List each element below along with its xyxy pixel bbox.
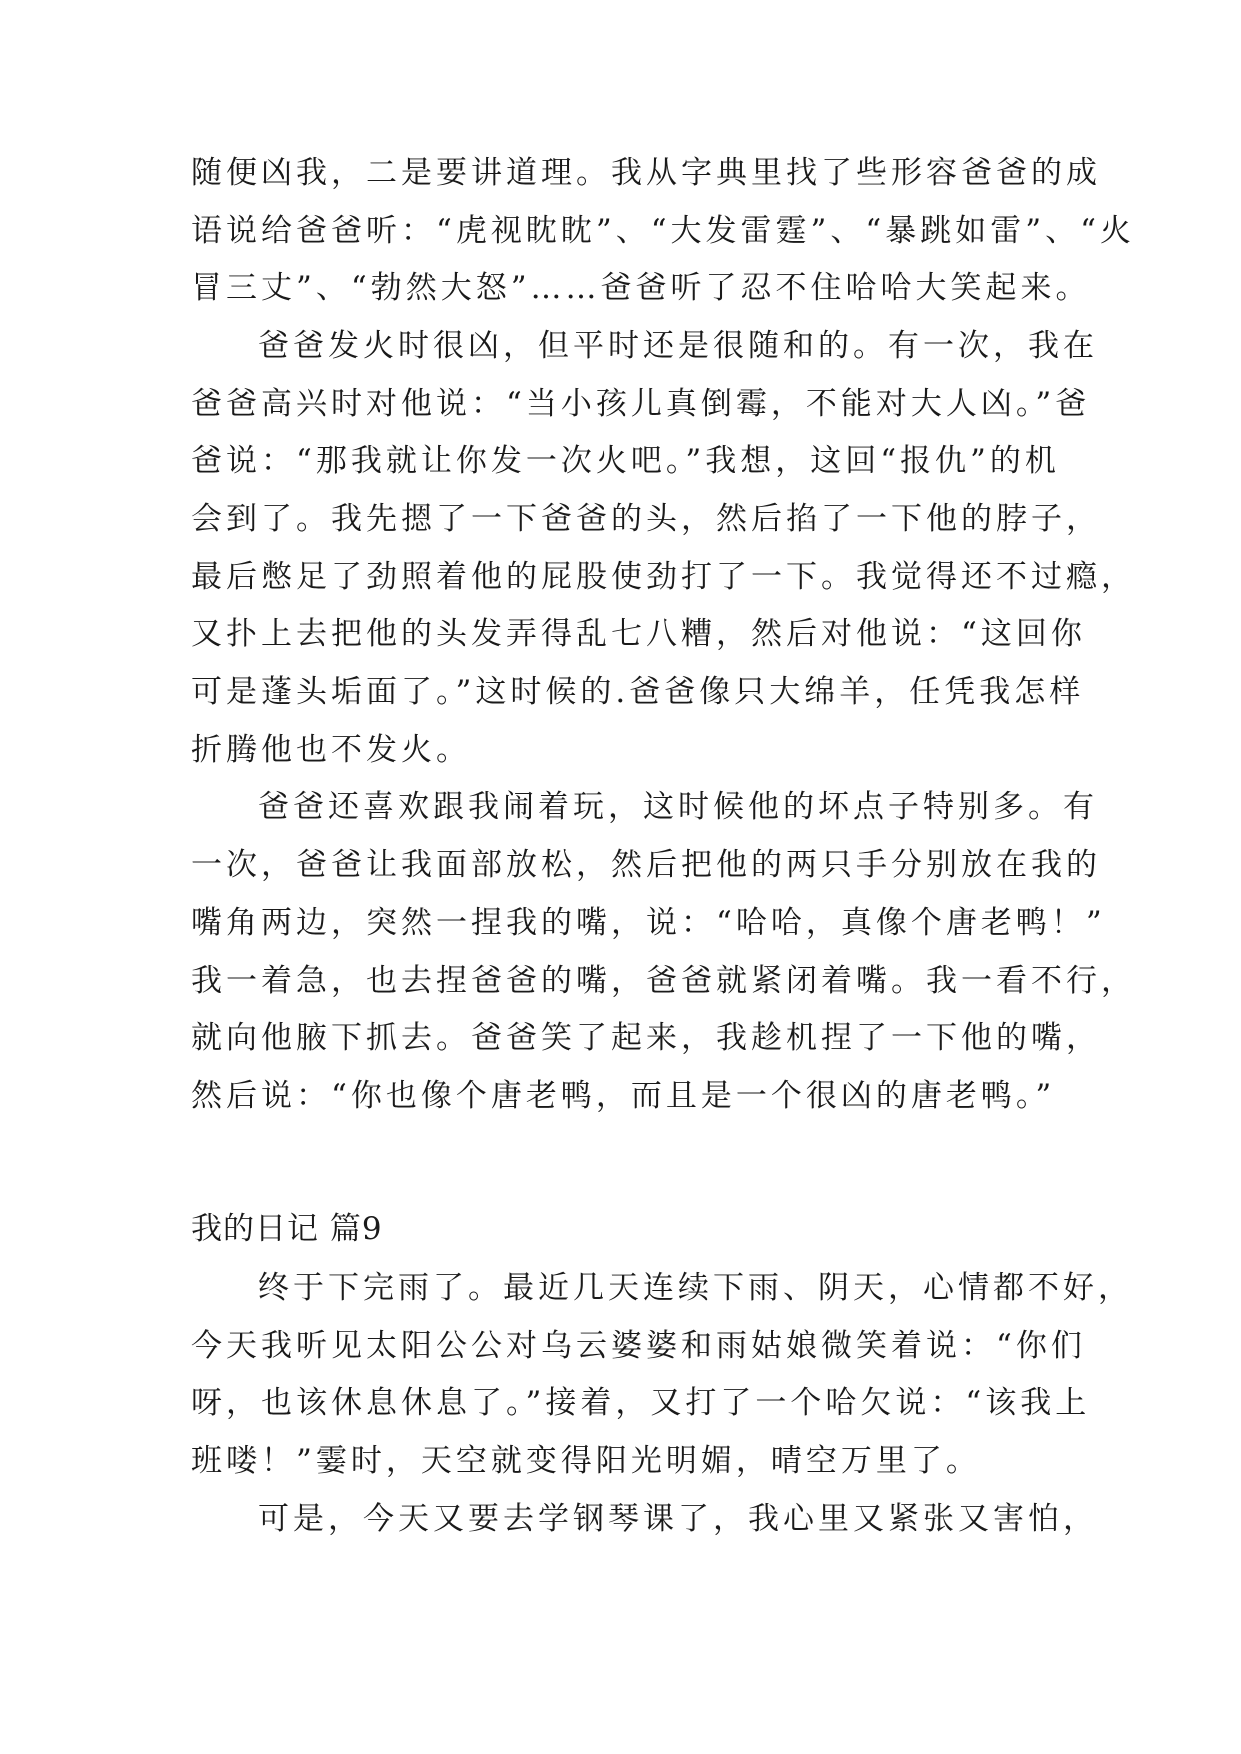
paragraph-line: 可是，今天又要去学钢琴课了，我心里又紧张又害怕， <box>258 1501 1098 1537</box>
paragraph-line: 冒三丈”、“勃然大怒”……爸爸听了忍不住哈哈大笑起来。 <box>191 270 1091 306</box>
paragraph-line: 呀，也该休息休息了。”接着，又打了一个哈欠说：“该我上 <box>191 1385 1091 1421</box>
paragraph-line: 爸说：“那我就让你发一次火吧。”我想，这回“报仇”的机 <box>191 443 1060 479</box>
section-heading: 我的日记 篇9 <box>191 1211 383 1247</box>
paragraph-line: 会到了。我先摁了一下爸爸的头，然后掐了一下他的脖子， <box>191 501 1101 537</box>
paragraph-line: 一次，爸爸让我面部放松，然后把他的两只手分别放在我的 <box>191 847 1101 883</box>
paragraph-line: 又扑上去把他的头发弄得乱七八糟，然后对他说：“这回你 <box>191 616 1086 652</box>
paragraph-line: 折腾他也不发火。 <box>191 732 471 768</box>
paragraph-line: 然后说：“你也像个唐老鸭，而且是一个很凶的唐老鸭。” <box>191 1078 1056 1114</box>
paragraph-line: 就向他腋下抓去。爸爸笑了起来，我趁机捏了一下他的嘴， <box>191 1020 1101 1056</box>
paragraph-line: 我一着急，也去捏爸爸的嘴，爸爸就紧闭着嘴。我一看不行， <box>191 963 1136 999</box>
paragraph-line: 爸爸还喜欢跟我闹着玩，这时候他的坏点子特别多。有 <box>258 789 1098 825</box>
paragraph-line: 终于下完雨了。最近几天连续下雨、阴天，心情都不好， <box>258 1270 1133 1306</box>
paragraph-line: 嘴角两边，突然一捏我的嘴，说：“哈哈，真像个唐老鸭！” <box>191 905 1106 941</box>
paragraph-line: 今天我听见太阳公公对乌云婆婆和雨姑娘微笑着说：“你们 <box>191 1328 1086 1364</box>
paragraph-line: 爸爸高兴时对他说：“当小孩儿真倒霉，不能对大人凶。”爸 <box>191 386 1091 422</box>
paragraph-line: 爸爸发火时很凶，但平时还是很随和的。有一次，我在 <box>258 328 1098 364</box>
paragraph-line: 语说给爸爸听：“虎视眈眈”、“大发雷霆”、“暴跳如雷”、“火 <box>191 213 1135 249</box>
paragraph-line: 随便凶我，二是要讲道理。我从字典里找了些形容爸爸的成 <box>191 155 1101 191</box>
paragraph-line: 班喽！”霎时，天空就变得阳光明媚，晴空万里了。 <box>191 1443 981 1479</box>
paragraph-line: 最后憋足了劲照着他的屁股使劲打了一下。我觉得还不过瘾， <box>191 559 1136 595</box>
paragraph-line: 可是蓬头垢面了。”这时候的.爸爸像只大绵羊，任凭我怎样 <box>191 674 1085 710</box>
